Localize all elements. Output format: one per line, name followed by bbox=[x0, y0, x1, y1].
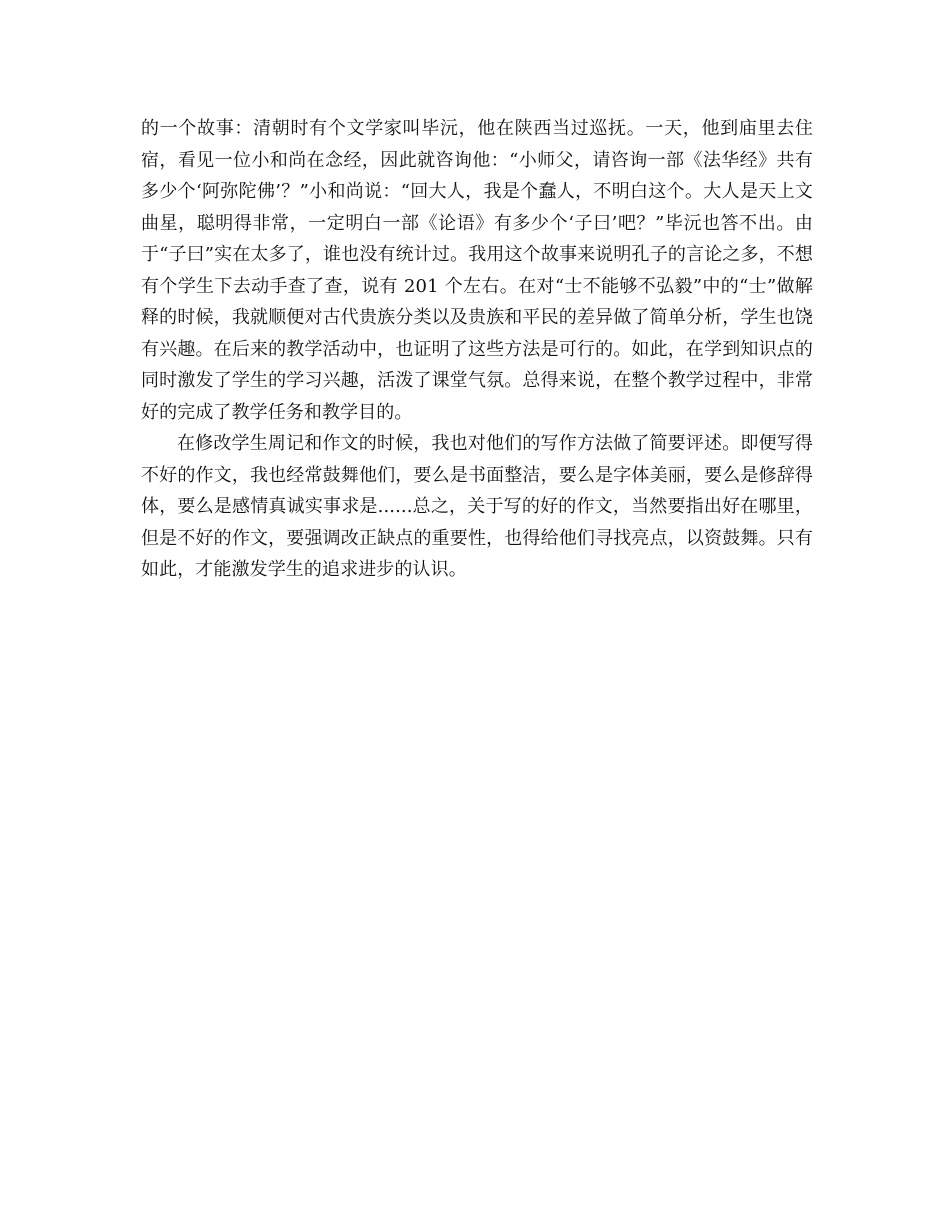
paragraph-continued-story: 的一个故事：清朝时有个文学家叫毕沅，他在陕西当过巡抚。一天，他到庙里去住宿，看见一位小和尚在念经，因此就咨询他：“小师父，请咨询一部《法华经》共有多少个‘阿弥陀佛’？”小和尚说：“回大人，我是个蠢人，不明白这个。大人是天上文曲星，聪明得非常，一定明白一部《论语》有多少个‘子曰’吧？”毕沅也答不出。由于“子曰”实在太多了，谁也没有统计过。我用这个故事来说明孔子的言论之多，不想有个学生下去动手查了查，说有 201 个左右。在对“士不能够不弘毅”中的“士”做解释的时候，我就顺便对古代贵族分类以及贵族和平民的差异做了简单分析，学生也饶有兴趣。在后来的教学活动中，也证明了这些方法是可行的。如此，在学到知识点的同时激发了学生的学习兴趣，活泼了课堂气氛。总得来说，在整个教学过程中，非常好的完成了教学任务和教学目的。 bbox=[141, 118, 813, 423]
paragraph-essay-feedback: 在修改学生周记和作文的时候，我也对他们的写作方法做了简要评述。即便写得不好的作文，我也经常鼓舞他们，要么是书面整洁，要么是字体美丽，要么是修辞得体，要么是感情真诚实事求是......总之，关于写的好的作文，当然要指出好在哪里，但是不好的作文，要强调改正缺点的重要性，也得给他们寻找亮点，以资鼓舞。只有如此，才能激发学生的追求进步的认识。 bbox=[141, 433, 813, 580]
document-body bbox=[141, 113, 813, 586]
